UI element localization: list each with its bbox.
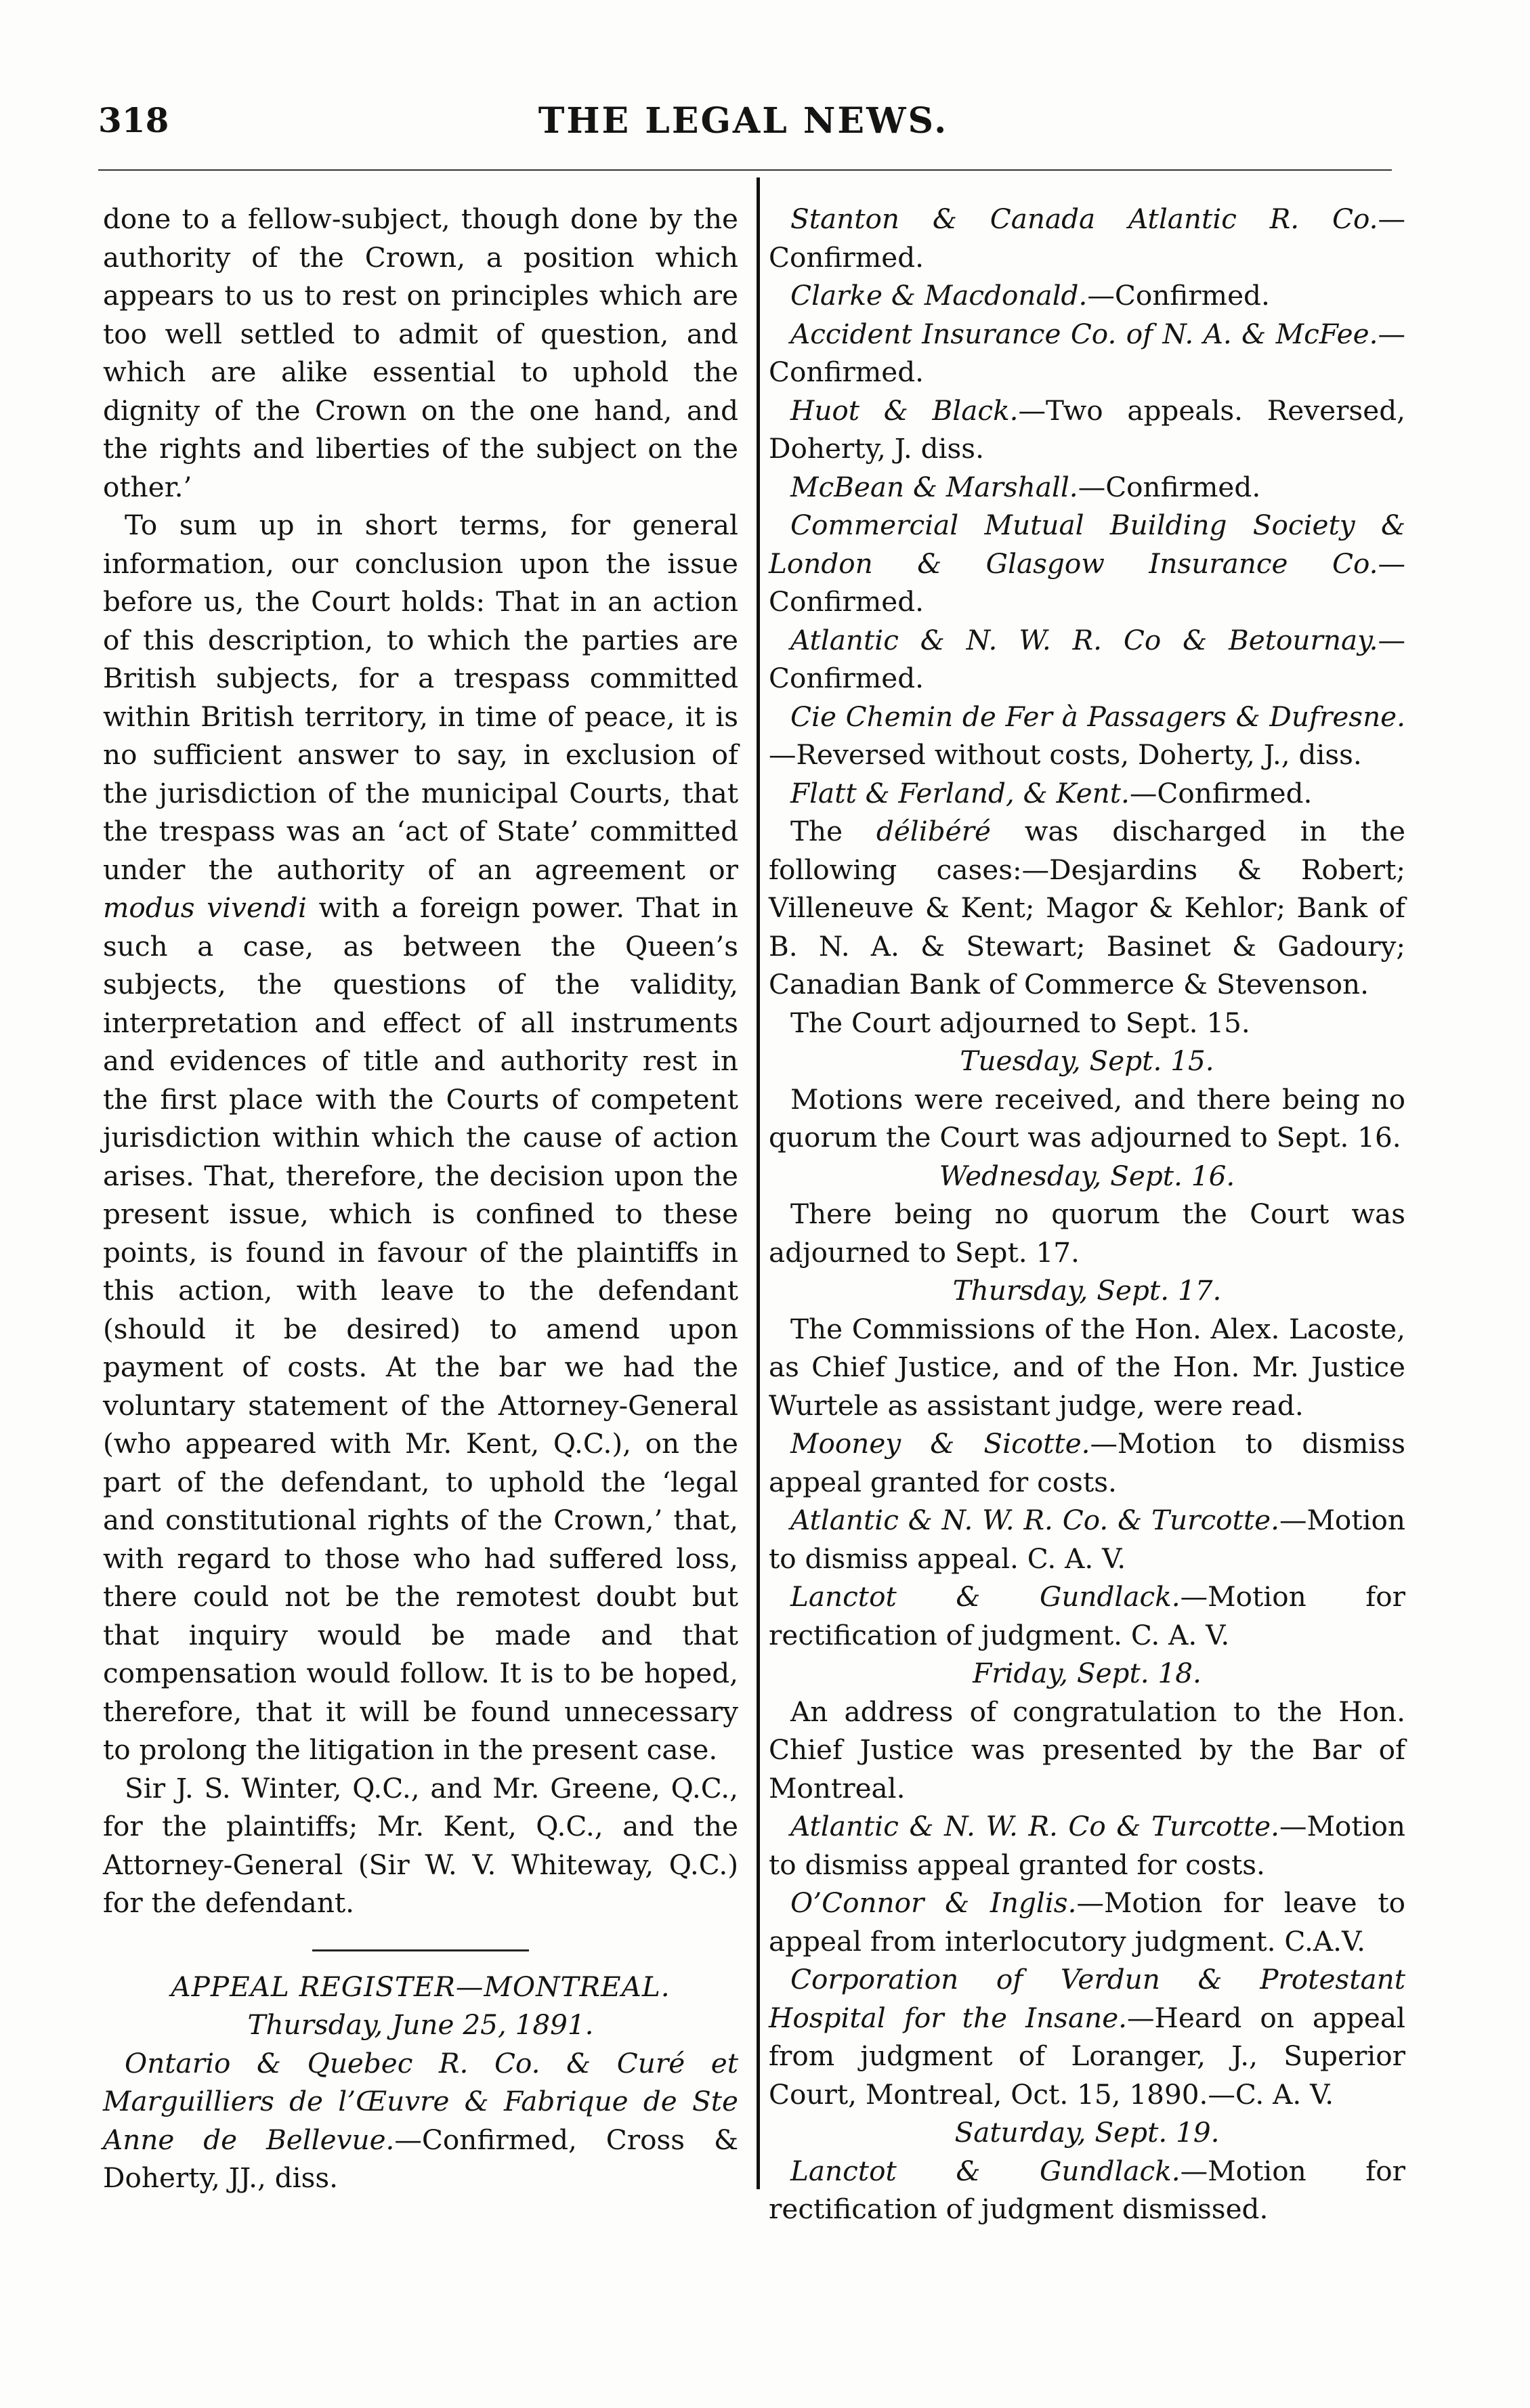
running-title: THE LEGAL NEWS. [538, 100, 949, 142]
case-entry: Mooney & Sicotte.—Motion to dismiss appeal granted for costs. [769, 1427, 1406, 1498]
case-entry: Ontario & Quebec R. Co. & Curé et Marguilliers de l’Œuvre & Fabrique de Ste Anne de Bellevue.—Confirmed, Cross & Doherty, JJ., diss. [103, 2046, 738, 2194]
paragraph-summary: To sum up in short terms, for general information, our conclusion upon the issue before us, the Court holds: That in an action of this description, to which the parties are British subjects, for a trespass committed within British territory, in time of peace, it is no sufficient answer to say, in exclusion of the jurisdiction of the municipal Courts, that the trespass was an ‘act of State’ committed under the authority of an agreement or modus vivendi with a foreign power. That in such a case, as between the Queen’s subjects, the questions of the validity, interpretation and effect of all instruments and evidences of title and authority rest in the first place with the Courts of competent jurisdiction within which the cause of action arises. That, therefore, the decision upon the present issue, which is confined to these points, is found in favour of the plaintiffs in this action, with leave to the defendant (should it be desired) to amend upon payment of costs. At the bar we had the voluntary statement of the Attorney-General (who appeared with Mr. Kent, Q.C.), on the part of the defendant, to uphold the ‘legal and constitutional rights of the Crown,’ that, with regard to those who had suffered loss, there could not be the remotest doubt but that inquiry would be made and that compensation would follow. It is to be hoped, therefore, that it will be found unnecessary to prolong the litigation in the present case. [103, 509, 738, 1766]
left-column [103, 200, 738, 2197]
case-entry: Corporation of Verdun & Protestant Hospital for the Insane.—Heard on appeal from judgment of Loranger, J., Superior Court, Montreal, Oct. 15, 1890.—C. A. V. [769, 1963, 1405, 2111]
case-entry: Cie Chemin de Fer à Passagers & Dufresne.—Reversed without costs, Doherty, J., diss. [769, 700, 1405, 771]
date-heading: Thursday, Sept. 17. [952, 1274, 1222, 1307]
proceedings-text: Motions were received, and there being no quorum the Court was adjourned to Sept. 16. [769, 1082, 1405, 1154]
case-entry: Lanctot & Gundlack.—Motion for rectification of judgment. C. A. V. [769, 1580, 1405, 1651]
date-heading: Wednesday, Sept. 16. [939, 1159, 1235, 1192]
page-number: 318 [98, 100, 169, 140]
adjournment-note: The Court adjourned to Sept. 15. [790, 1006, 1250, 1039]
case-entry: Atlantic & N. W. R. Co & Turcotte.—Motion to dismiss appeal granted for costs. [769, 1810, 1405, 1881]
case-entry: Clarke & Macdonald.—Confirmed. [790, 279, 1270, 312]
date-heading: Saturday, Sept. 19. [954, 2116, 1220, 2149]
header-rule [98, 169, 1392, 171]
case-entry: McBean & Marshall.—Confirmed. [790, 470, 1261, 503]
case-entry: Lanctot & Gundlack.—Motion for rectification of judgment dismissed. [769, 2154, 1405, 2225]
paragraph-counsel: Sir J. S. Winter, Q.C., and Mr. Greene, Q.C., for the plaintiffs; Mr. Kent, Q.C., and the Attorney-General (Sir W. V. Whiteway, Q.C.) for the defendant. [103, 1771, 738, 1919]
date-heading: Friday, Sept. 18. [973, 1657, 1202, 1689]
proceedings-text: An address of congratulation to the Hon. Chief Justice was presented by the Bar of Montreal. [769, 1695, 1405, 1804]
page-header [98, 100, 1388, 154]
paragraph-continuation: done to a fellow-subject, though done by the authority of the Crown, a position which appears to us to rest on principles which are too well settled to admit of question, and which are alike essential to uphold the dignity of the Crown on the one hand, and the rights and liberties of the subject on the other.’ [103, 203, 738, 503]
column-divider [757, 177, 760, 2189]
delibere-paragraph: The délibéré was discharged in the following cases:—Desjardins & Robert; Villeneuve & Kent; Magor & Kehlor; Bank of B. N. A. & Stewart; Basinet & Gadoury; Canadian Bank of Commerce & Stevenson. [769, 815, 1405, 1000]
date-heading: Thursday, June 25, 1891. [247, 2008, 594, 2041]
case-entry: Stanton & Canada Atlantic R. Co.—Confirmed. [769, 203, 1405, 274]
date-heading: Tuesday, Sept. 15. [960, 1044, 1214, 1077]
case-entry: Atlantic & N. W. R. Co. & Turcotte.—Motion to dismiss appeal. C. A. V. [769, 1504, 1405, 1575]
right-column [769, 200, 1405, 2229]
section-divider [312, 1949, 529, 1951]
case-entry: Commercial Mutual Building Society & London & Glasgow Insurance Co.—Confirmed. [769, 509, 1405, 618]
case-entry: Huot & Black.—Two appeals. Reversed, Doherty, J. diss. [769, 394, 1405, 465]
proceedings-text: The Commissions of the Hon. Alex. Lacoste, as Chief Justice, and of the Hon. Mr. Justice Wurtele as assistant judge, were read. [769, 1312, 1405, 1422]
proceedings-text: There being no quorum the Court was adjourned to Sept. 17. [769, 1198, 1405, 1269]
case-entry: Flatt & Ferland, & Kent.—Confirmed. [790, 776, 1313, 809]
case-entry: O’Connor & Inglis.—Motion for leave to appeal from interlocutory judgment. C.A.V. [769, 1886, 1405, 1958]
section-title: APPEAL REGISTER—MONTREAL. [171, 1970, 671, 2003]
case-entry: Atlantic & N. W. R. Co & Betournay.—Confirmed. [769, 623, 1405, 694]
case-entry: Accident Insurance Co. of N. A. & McFee.—Confirmed. [769, 317, 1405, 388]
